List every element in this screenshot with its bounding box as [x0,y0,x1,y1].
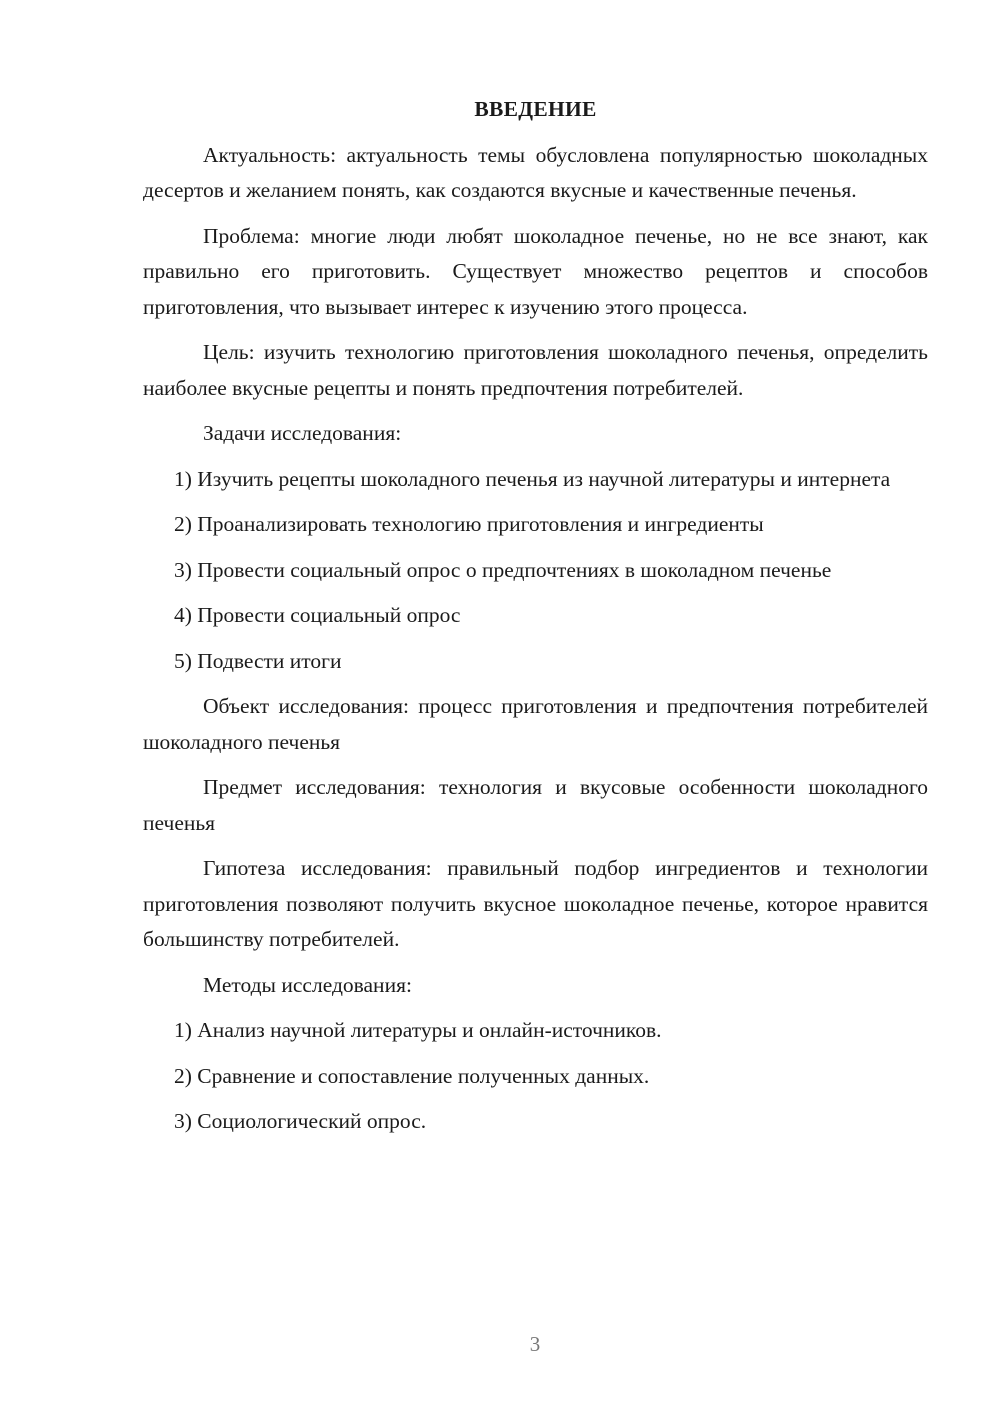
document-page [143,92,928,1150]
tasks-heading: Задачи исследования: [203,421,402,445]
method-item-1: 1) Анализ научной литературы и онлайн-источников. [174,1018,662,1042]
relevance-paragraph: Актуальность: актуальность темы обусловлена популярностью шоколадных десертов и желанием понять, как создаются вкусные и качественные печенья. [143,142,928,202]
problem-paragraph: Проблема: многие люди любят шоколадное печенье, но не все знают, как правильно его приготовить. Существует множество рецептов и способов приготовления, что вызывает интерес к изучению этого процесса. [143,223,928,319]
hypothesis-paragraph: Гипотеза исследования: правильный подбор ингредиентов и технологии приготовления позволяют получить вкусное шоколадное печенье, которое нравится большинству потребителей. [143,856,928,951]
page-number: 3 [529,1332,541,1356]
goal-paragraph: Цель: изучить технологию приготовления шоколадного печенья, определить наиболее вкусные рецепты и понять предпочтения потребителей. [143,340,928,400]
task-item-4: 4) Провести социальный опрос [174,603,461,627]
page-title: ВВЕДЕНИЕ [474,97,597,121]
methods-heading: Методы исследования: [203,972,412,997]
task-item-1: 1) Изучить рецепты шоколадного печенья из научной литературы и интернета [174,466,891,491]
method-item-2: 2) Сравнение и сопоставление полученных данных. [174,1063,650,1088]
subject-paragraph: Предмет исследования: технология и вкусовые особенности шоколадного печенья [143,775,928,835]
task-item-3: 3) Провести социальный опрос о предпочтениях в шоколадном печенье [174,557,832,582]
method-item-3: 3) Социологический опрос. [174,1109,427,1133]
task-item-5: 5) Подвести итоги [174,648,342,673]
object-paragraph: Объект исследования: процесс приготовления и предпочтения потребителей шоколадного печенья [143,694,928,754]
task-item-2: 2) Проанализировать технологию приготовления и ингредиенты [174,512,764,536]
